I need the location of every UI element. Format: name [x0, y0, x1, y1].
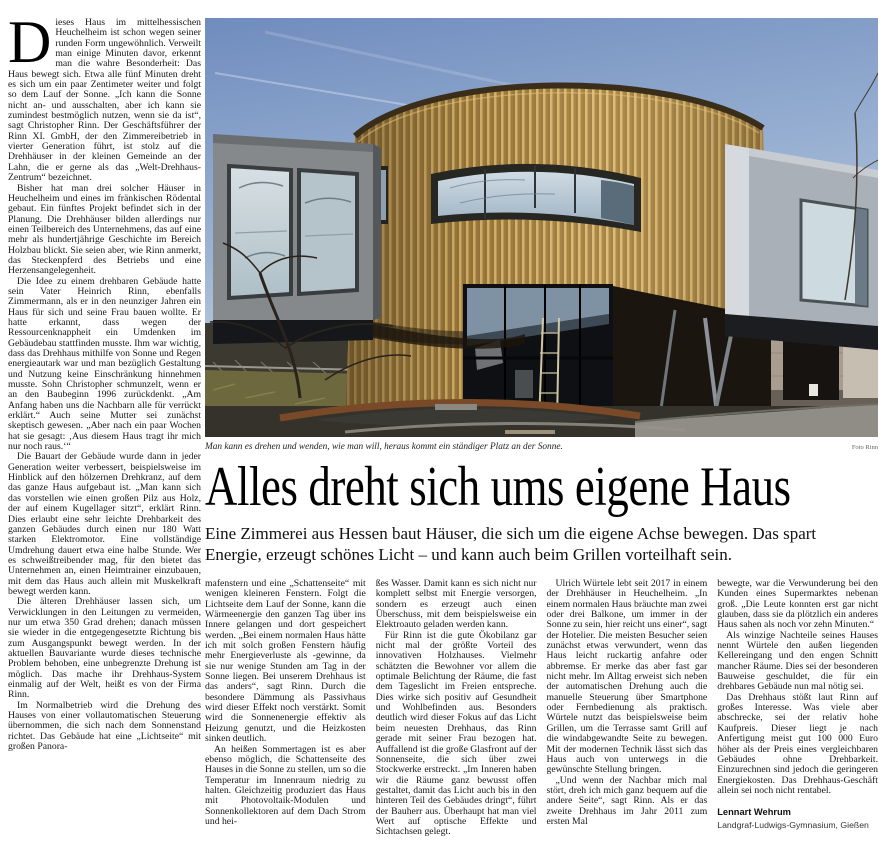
byline-affiliation: Landgraf-Ludwigs-Gymnasium, Gießen: [717, 820, 869, 831]
body-paragraph: „Und wenn der Nachbar mich mal stört, dreh ich mich ganz bequem auf die andere Seite“, sagt Rinn. Als er das zweite Drehhaus im Jahr 2011 zum ersten Mal: [546, 774, 708, 827]
body-column-2: [376, 579, 537, 845]
rotating-house-photo: [205, 18, 878, 437]
body-paragraph: Die Idee zu einem drehbaren Gebäude hatte sein Vater Heinrich Rinn, ebenfalls Zimmermann, als er in den neunziger Jahren ein Haus für sich und seine Frau bauen wollte. Er hatte erkannt, dass wegen der Ressourcenknappheit ein Umdenken im Gebäudebau stattfinden musste. Ihm war wichtig, dass das Drehhaus mithilfe von Sonne und Regen energieautark war und man bezüglich Gestaltung und Nutzung keine Einschränkung hinnehmen musste. Sohn Christopher schmunzelt, wenn er an den Baubeginn 1996 zurückdenkt. „Am Anfang haben uns die Nachbarn alle für verrückt erklärt.“ Auch seine Mutter sei zunächst skeptisch gewesen. „Aber nach ein paar Wochen hat sie gesagt: ‚Aus diesem Haus tragt ihr mich nur noch raus.‘“: [8, 275, 201, 453]
body-column-4: [717, 579, 878, 845]
body-paragraph: Das Drehhaus stößt laut Rinn auf großes Interesse. Was viele aber abschrecke, sei der relativ hohe Kaufpreis. Dieser liegt je nach Anfertigung meist gut 100 000 Euro höher als der Preis eines vergleichbaren Gebäudes ohne Drehbarkeit. Einzurechnen sind jedoch die geringeren Energiekosten. Das Drehhaus-Geschäft allein sei noch nicht rentabel.: [717, 691, 878, 796]
drop-cap: D: [8, 18, 52, 75]
caption-row: [205, 442, 878, 452]
article-body-columns: [205, 579, 878, 845]
body-paragraph: Als winzige Nachteile seines Hauses nennt Würtele den außen liegenden Kellereingang und den engen Schnitt mancher Räume. Dies sei der besonderen Bauweise geschuldet, die für ein drehbares Gebäude nun mal nötig sei.: [717, 629, 878, 693]
body-paragraph: mafenstern und eine „Schattenseite“ mit wenigen kleineren Fenstern. Folgt die Lichtseite dem Lauf der Sonne, kann die Wärmeenergie den ganzen Tag über ins Innere gelangen und dort gespeichert werden. „Bei einem normalen Haus hätte ich mit solch großen Fenstern häufig mehr Energieverluste als -gewinne, da sie nur wenige Stunden am Tag in der Sonne liegen. Bei unserem Drehhaus ist das anders“, sagt Rinn. Durch die besondere Dämmung als Passivhaus wird dieser Effekt noch verstärkt. Somit wird die Sonnenenergie effektiv als Heizung genutzt, und die Heizkosten sinken deutlich.: [205, 579, 366, 745]
body-paragraph: An heißen Sommertagen ist es aber ebenso möglich, die Schattenseite des Hauses in die Sonne zu stellen, um so die Temperatur im Innenraum niedrig zu halten. Gleichzeitig produziert das Haus mit Photovoltaik-Modulen und Sonnenkollektoren auf dem Dach Strom und hei-: [205, 743, 366, 827]
body-paragraph: [8, 18, 201, 184]
article-main: [205, 18, 878, 845]
photo-credit: Foto Rinn: [851, 444, 878, 451]
body-paragraph: Im Normalbetrieb wird die Drehung des Hauses von einer vollautomatischen Steuerung übernommen, die sich nach dem Sonnenstand richtet. Das Gebäude hat eine „Lichtseite“ mit großen Panora-: [8, 699, 201, 753]
byline-author: Lennart Wehrum: [717, 807, 791, 818]
body-column-1: [205, 579, 366, 845]
body-paragraph: Ulrich Würtele lebt seit 2017 in einem der Drehhäuser in Heuchelheim. „In einem normalen Haus bräuchte man zwei oder drei Balkone, um immer in der Sonne zu sein, hier reicht uns einer“, sagt der Hotelier. Die meisten Besucher seien zunächst etwas verwundert, wenn das Haus leicht ruckartig anfahre oder abbremse. Er merke das aber fast gar nicht mehr. Im Alltag erweist sich neben der automatischen Drehung auch die manuelle Steuerung über Smartphone oder Fernbedienung als praktisch. Würtele nutzt das beispielsweise beim Grillen, um die Terrasse samt Grill auf die windabgewandte Seite zu bewegen. Mit der modernen Technik lässt sich das Haus auch von unterwegs in die gewünschte Stellung bringen.: [546, 579, 708, 776]
headline: Alles dreht sich ums eigene Haus: [205, 456, 791, 518]
paragraph-text: ieses Haus im mittelhessischen Heuchelheim ist schon wegen seiner runden Form ungewöhnlich. Verweilt man einige Minuten davor, erkennt man die wahre Besonderheit: Das Haus bewegt sich. Etwa alle fünf Minuten dreht es sich um ein paar Zentimeter weiter und folgt so dem Lauf der Sonne. „Ich kann die Sonne nicht an- und ausschalten, aber ich kann sie zumindest bestmöglich nutzen, wenn sie da ist“, sagt Christopher Rinn. Der Geschäftsführer der Rinn XI. GmbH, der den Zimmereibetrieb in vierter Generation führt, ist stolz auf die Drehhäuser in der kleinen Gemeinde an der Lahn, die er gerne als das „Welt-Drehhaus-Zentrum“ bezeichnet.: [8, 18, 201, 184]
body-paragraph: Bisher hat man drei solcher Häuser in Heuchelheim und eines im fränkischen Rödental gebaut. Ein fünftes Projekt befindet sich in der Planung. Die Drehhäuser bilden allerdings nur einen Teilbereich des Unternehmens, das auf eine mehr als hundertjährige Geschichte im Bereich Holzbau blickt. Sie seien aber, wie Rinn anmerkt, das Steckenpferd des Betriebs und eine Herzensangelegenheit.: [8, 182, 201, 277]
body-paragraph: Für Rinn ist die gute Ökobilanz gar nicht mal der größte Vorteil des innovativen Holzhauses. Vielmehr schätzten die Bewohner vor allem die optimale Belichtung der Räume, die fast dem Tageslicht im Freien entspreche. Dies wirke sich positiv auf Gesundheit und Wohlbefinden aus. Besonders deutlich wird dieser Fokus auf das Licht beim neuesten Drehhaus, das Rinn gerade mit seiner Frau bezogen hat. Auffallend ist die große Glasfront auf der Sonnenseite, die sich über zwei Stockwerke erstreckt. „Im Inneren haben wir die Räume ganz bewusst offen gestaltet, damit das Licht auch bis in den hinteren Teil des Gebäudes dringt“, führt der Bauherr aus. Überhaupt hat man viel Wert auf optische Effekte und Sichtachsen gelegt.: [375, 629, 537, 838]
rotating-house-illustration: [205, 18, 878, 437]
body-paragraph: bewegte, war die Verwunderung bei den Kunden eines Supermarktes nebenan groß. „Die Leute konnten erst gar nicht glauben, dass sie da plötzlich ein anderes Haus sahen als noch vor zehn Minuten.“: [717, 579, 878, 631]
right-window-box: [725, 144, 878, 350]
subheadline: Eine Zimmerei aus Hessen baut Häuser, die sich um die eigene Achse bewegen. Das spart Energie, erzeugt schönes Licht – und kann auch beim Grillen vorteilhaft sein.: [205, 524, 817, 564]
left-text-column: [8, 18, 201, 846]
photo-caption: Man kann es drehen und wenden, wie man will, heraus kommt ein ständiger Platz an der Sonne.: [205, 442, 563, 452]
body-paragraph: Die Bauart der Gebäude wurde dann in jeder Generation weiter verbessert, beispielsweise im Hinblick auf den hölzernen Drehkranz, auf dem das ganze Haus aufgebaut ist. „Man kann sich das vorstellen wie einen großen Pilz aus Holz, der auf einem Kugellager sitzt“, erklärt Rinn. Dies erlaubt eine sehr leichte Drehbarkeit des ganzen Gebäudes durch einen nur 180 Watt starken Elektromotor. Eine vollständige Umdrehung dauert etwa eine halbe Stunde. Wer es schweißtreibender mag, für den bietet das Unternehmen an, einen Heimtrainer einzubauen, mit dem das Haus auch allein mit Muskelkraft bewegt werden kann.: [8, 451, 201, 597]
body-column-3: [547, 579, 708, 845]
body-paragraph: ßes Wasser. Damit kann es sich nicht nur komplett selbst mit Energie versorgen, sondern es erzeugt auch einen Überschuss, mit dem beispielsweise ein Elektroauto geladen werden kann.: [375, 579, 537, 631]
body-paragraph: Die älteren Drehhäuser lassen sich, um Verwicklungen in den Leitungen zu vermeiden, nur um etwa 350 Grad drehen; danach müssen sie wieder in die entgegengesetzte Richtung bis zum Ausgangspunkt bewegt werden. In der aktuellen Bauvariante wurde dieses technische Problem behoben, eine unbegrenzte Drehung ist möglich. Das mache ihr Drehhaus-System einmalig auf der Welt, heißt es von der Firma Rinn.: [8, 596, 201, 701]
ground: [205, 402, 878, 437]
